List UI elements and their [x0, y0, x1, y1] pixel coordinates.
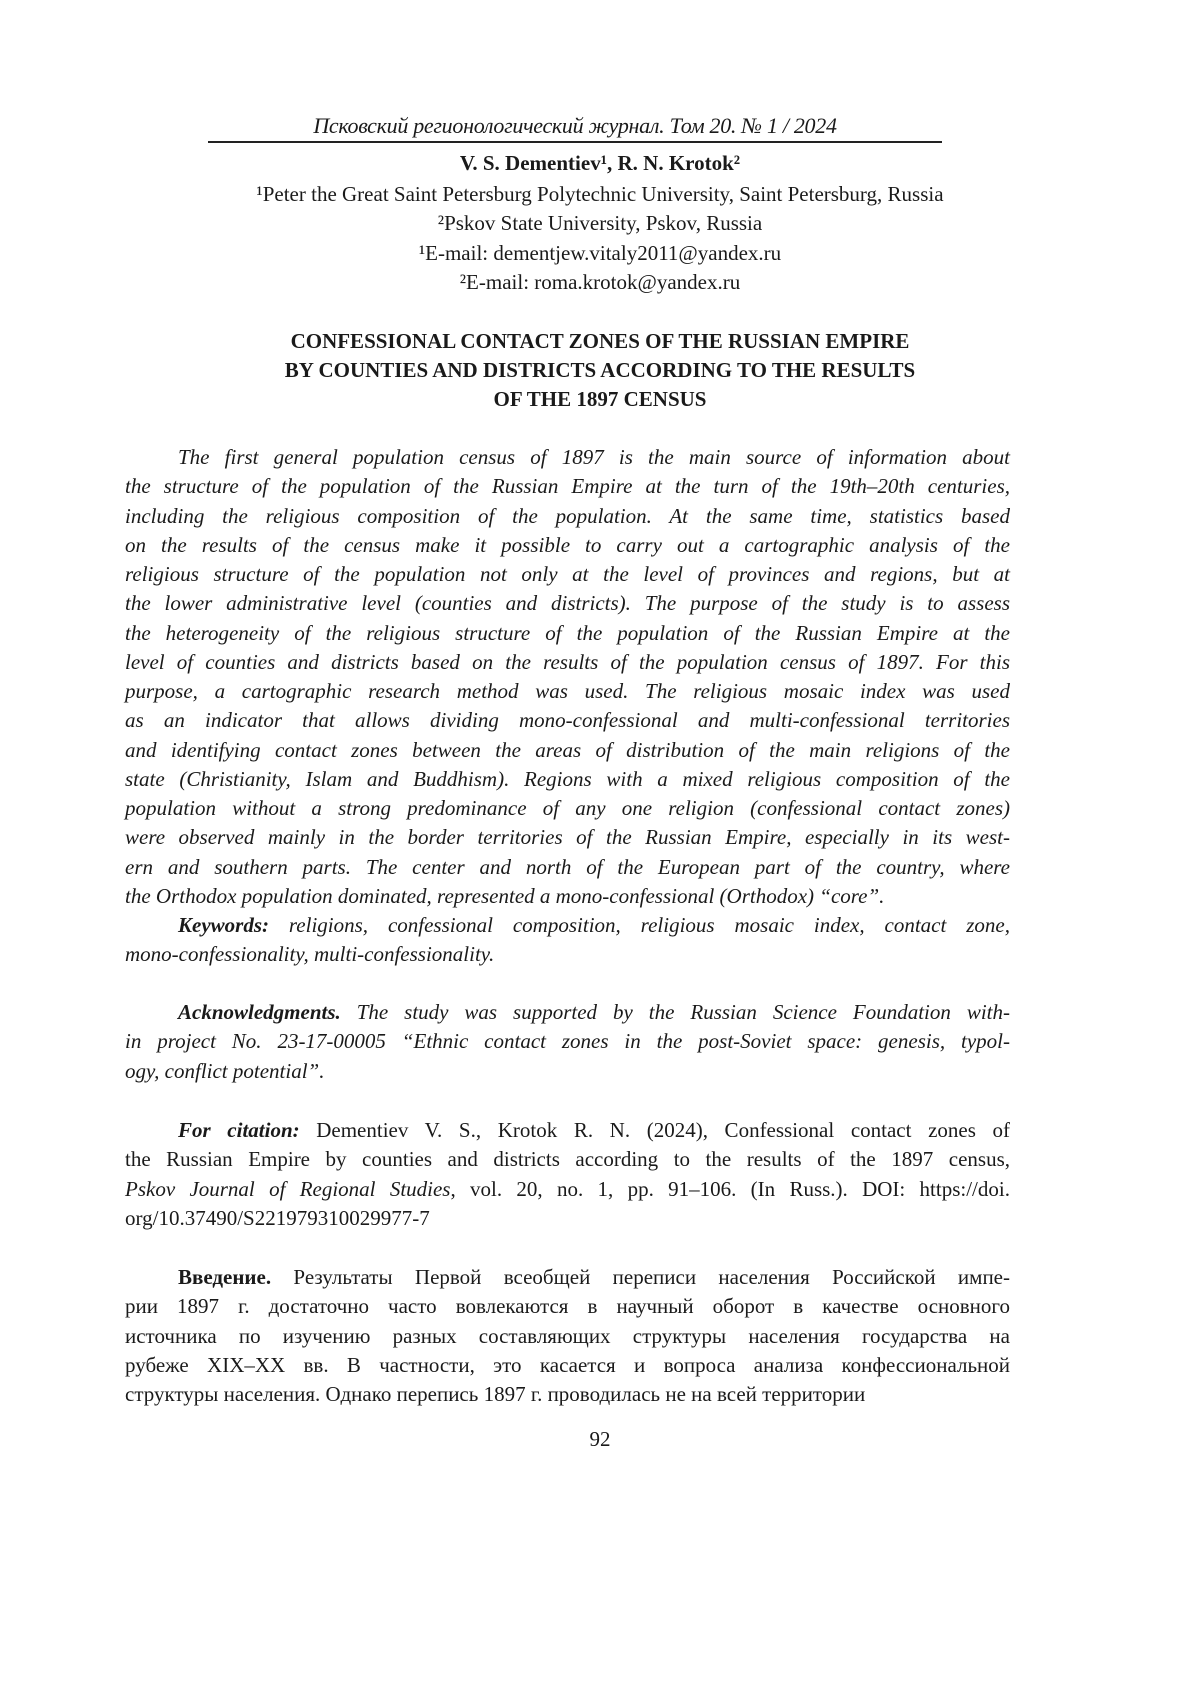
text-run: рии 1897 г. достаточно часто вовлекаются в научный оборот в качестве основного [125, 1294, 1010, 1318]
authors: V. S. Dementiev¹, R. N. Krotok² [0, 151, 1200, 176]
citation [125, 1116, 1010, 1233]
text-run: religious structure of the population not only at the level of provinces and regions, but at [125, 562, 1010, 586]
abstract-line [125, 706, 1010, 735]
text-run: population without a strong predominance of any one religion (confessional contact zones) [125, 796, 1010, 820]
abstract-line [125, 443, 1010, 472]
abstract-line [125, 794, 1010, 823]
title-line: CONFESSIONAL CONTACT ZONES OF THE RUSSIAN EMPIRE [0, 327, 1200, 356]
affiliations [0, 180, 1200, 298]
abstract-line [125, 619, 1010, 648]
text-run: org/10.37490/S221979310029977-7 [125, 1206, 430, 1230]
abstract-line [125, 472, 1010, 501]
text-run: mono-confessionality, multi-confessionality. [125, 942, 494, 966]
abstract-line [125, 765, 1010, 794]
email-1: ¹E-mail: dementjew.vitaly2011@yandex.ru [0, 239, 1200, 268]
text-run: Результаты Первой всеобщей переписи населения Российской импе- [271, 1265, 1010, 1289]
keywords [125, 911, 1010, 970]
abstract-line [125, 823, 1010, 852]
text-run: level of counties and districts based on the results of the population census of 1897. For this [125, 650, 1010, 674]
text-run: The first general population census of 1897 is the main source of information about [178, 445, 1010, 469]
abstract [125, 443, 1010, 911]
abstract-line [125, 677, 1010, 706]
text-run: were observed mainly in the border territories of the Russian Empire, especially in its west- [125, 825, 1010, 849]
text-run: рубеже XIX–XX вв. В частности, это касается и вопроса анализа конфессиональной [125, 1353, 1010, 1377]
header-rule [208, 141, 942, 143]
abstract-line [125, 736, 1010, 765]
text-run: ogy, conflict potential”. [125, 1059, 324, 1083]
acknowledgments-line [125, 998, 1010, 1027]
page-number: 92 [0, 1427, 1200, 1452]
text-run: Введение. [178, 1265, 271, 1289]
abstract-line [125, 853, 1010, 882]
article-title [0, 327, 1200, 415]
acknowledgments-line [125, 1027, 1010, 1056]
citation-line [125, 1175, 1010, 1204]
citation-line [125, 1204, 1010, 1233]
text-run: the Russian Empire by counties and districts according to the results of the 1897 census, [125, 1147, 1010, 1171]
text-run: in project No. 23-17-00005 “Ethnic contact zones in the post-Soviet space: genesis, typol- [125, 1029, 1010, 1053]
introduction-line [125, 1322, 1010, 1351]
abstract-line [125, 502, 1010, 531]
text-run: The study was supported by the Russian Science Foundation with- [341, 1000, 1010, 1024]
text-run: Keywords: [178, 913, 269, 937]
abstract-line [125, 882, 1010, 911]
text-run: religions, confessional composition, religious mosaic index, contact zone, [269, 913, 1010, 937]
abstract-line [125, 560, 1010, 589]
text-run: ern and southern parts. The center and north of the European part of the country, where [125, 855, 1010, 879]
text-run: purpose, a cartographic research method was used. The religious mosaic index was used [125, 679, 1010, 703]
text-run: , vol. 20, no. 1, pp. 91–106. (In Russ.). DOI: https://doi. [450, 1177, 1010, 1201]
introduction-line [125, 1263, 1010, 1292]
title-line: BY COUNTIES AND DISTRICTS ACCORDING TO THE RESULTS [0, 356, 1200, 385]
introduction-line [125, 1380, 1010, 1409]
text-run: источника по изучению разных составляющих структуры населения государства на [125, 1324, 1010, 1348]
text-run: state (Christianity, Islam and Buddhism). Regions with a mixed religious composition of the [125, 767, 1010, 791]
text-run: Acknowledgments. [178, 1000, 341, 1024]
text-run: the heterogeneity of the religious structure of the population of the Russian Empire at the [125, 621, 1010, 645]
introduction-line [125, 1292, 1010, 1321]
text-run: the structure of the population of the Russian Empire at the turn of the 19th–20th centuries, [125, 474, 1010, 498]
email-2: ²E-mail: roma.krotok@yandex.ru [0, 268, 1200, 297]
citation-line [125, 1145, 1010, 1174]
text-run: Pskov Journal of Regional Studies [125, 1177, 450, 1201]
introduction-line [125, 1351, 1010, 1380]
text-run: on the results of the census make it possible to carry out a cartographic analysis of the [125, 533, 1010, 557]
acknowledgments-line [125, 1057, 1010, 1086]
text-run: as an indicator that allows dividing mono-confessional and multi-confessional territories [125, 708, 1010, 732]
abstract-line [125, 648, 1010, 677]
text-run: Dementiev V. S., Krotok R. N. (2024), Confessional contact zones of [300, 1118, 1010, 1142]
text-run: and identifying contact zones between the areas of distribution of the main religions of the [125, 738, 1010, 762]
abstract-line [125, 589, 1010, 618]
acknowledgments [125, 998, 1010, 1086]
running-head: Псковский регионологический журнал. Том 20. № 1 / 2024 [208, 113, 942, 139]
citation-line [125, 1116, 1010, 1145]
text-run: the Orthodox population dominated, represented a mono-confessional (Orthodox) “core”. [125, 884, 884, 908]
text-run: структуры населения. Однако перепись 1897 г. проводилась не на всей территории [125, 1382, 865, 1406]
title-line: OF THE 1897 CENSUS [0, 385, 1200, 414]
keywords-line [125, 940, 1010, 969]
text-run: including the religious composition of the population. At the same time, statistics based [125, 504, 1010, 528]
introduction [125, 1263, 1010, 1409]
text-run: For citation: [178, 1118, 300, 1142]
affiliation-2: ²Pskov State University, Pskov, Russia [0, 209, 1200, 238]
affiliation-1: ¹Peter the Great Saint Petersburg Polytechnic University, Saint Petersburg, Russia [0, 180, 1200, 209]
abstract-line [125, 531, 1010, 560]
keywords-line [125, 911, 1010, 940]
text-run: the lower administrative level (counties and districts). The purpose of the study is to assess [125, 591, 1010, 615]
